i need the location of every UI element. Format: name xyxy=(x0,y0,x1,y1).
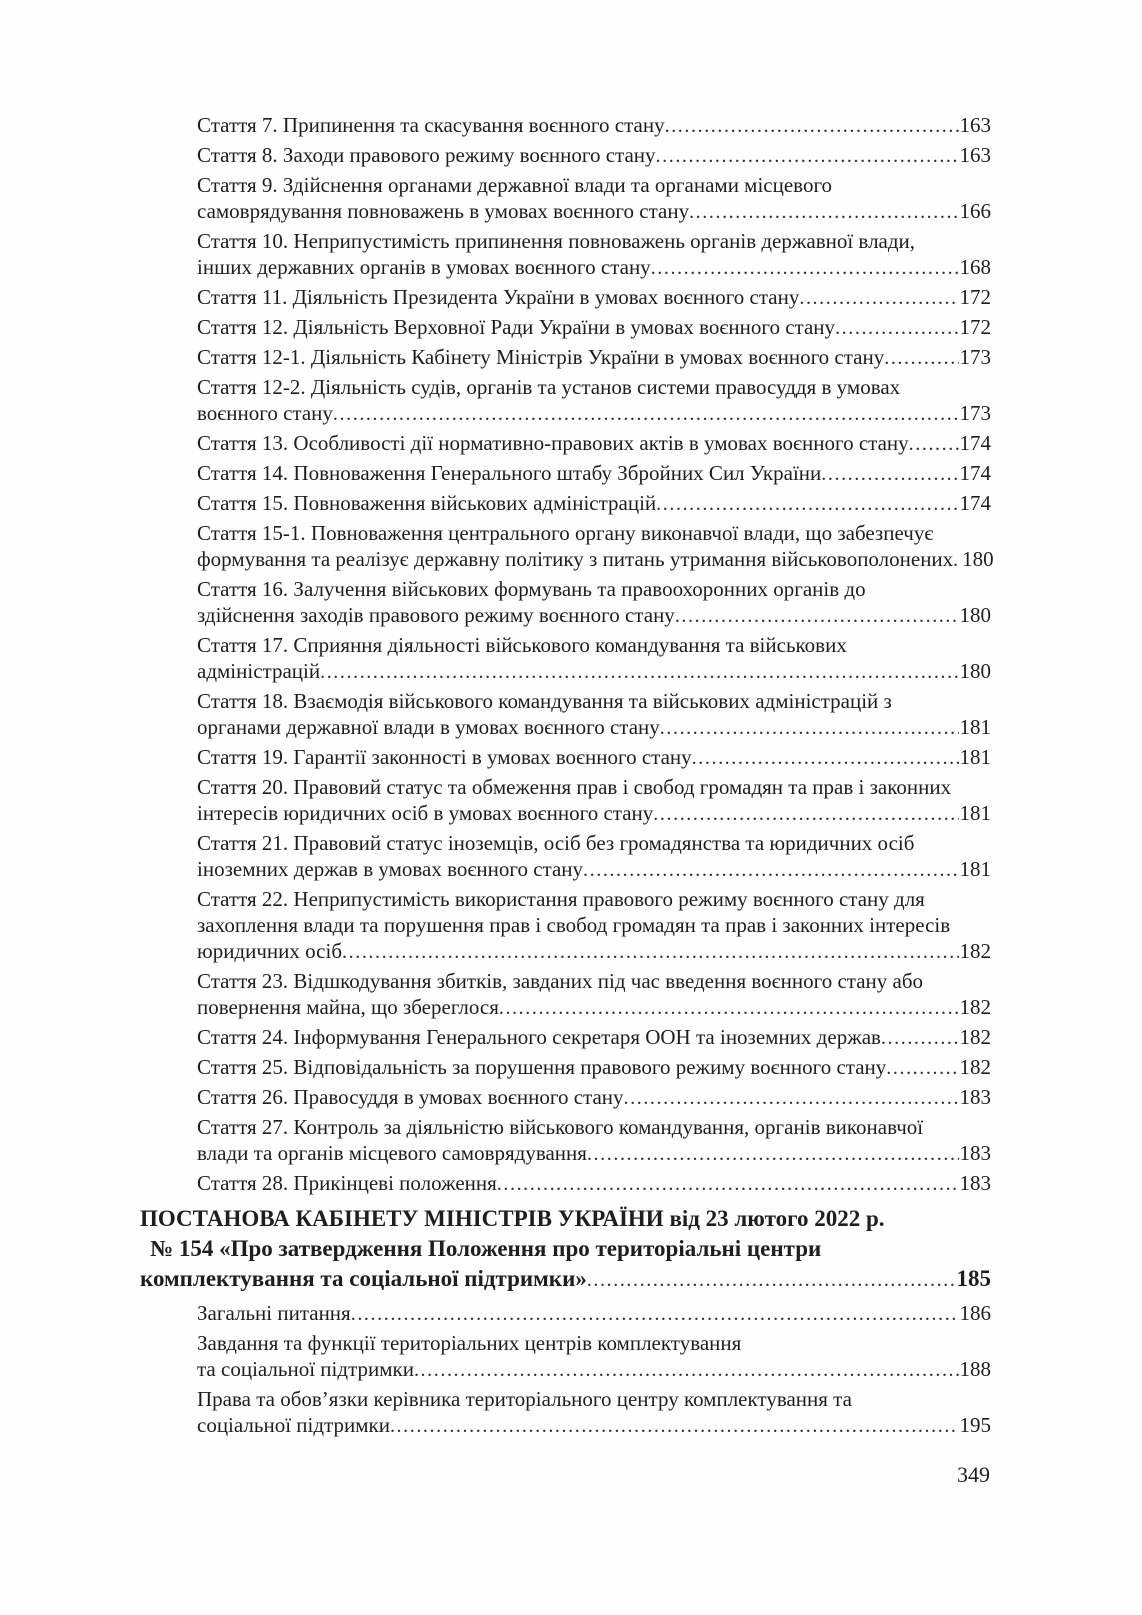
dot-leader xyxy=(656,142,959,166)
page-number: 166 xyxy=(959,199,991,223)
toc-entry-text: Стаття 12-2. Діяльність судів, органів та установ системи правосуддя в умовах xyxy=(197,375,901,399)
toc-row xyxy=(197,344,991,370)
dot-leader xyxy=(583,856,958,880)
toc-row xyxy=(197,198,991,224)
toc-entry xyxy=(197,228,991,280)
toc-entry xyxy=(197,460,991,486)
dot-leader xyxy=(953,546,961,570)
toc-row xyxy=(197,400,991,426)
dot-leader xyxy=(881,1024,959,1048)
toc-row xyxy=(197,856,991,882)
page-number: 180 xyxy=(962,547,994,571)
toc-entry xyxy=(197,744,991,770)
dot-leader xyxy=(653,800,958,824)
dot-leader xyxy=(886,1054,958,1078)
dot-leader xyxy=(692,744,959,768)
toc-row xyxy=(197,254,991,280)
toc-entry xyxy=(197,632,991,684)
toc-row xyxy=(197,632,991,658)
dot-leader xyxy=(799,284,958,308)
toc-row xyxy=(197,912,991,938)
toc-entry-text: адміністрацій xyxy=(197,659,321,683)
toc-entry-text: влади та органів місцевого самоврядування xyxy=(197,1141,587,1165)
toc-entry-text: інтересів юридичних осіб в умовах воєнного стану xyxy=(197,801,654,825)
toc-entry xyxy=(197,1084,991,1110)
page-number: 180 xyxy=(959,603,991,627)
toc-entry-text: Стаття 19. Гарантії законності в умовах воєнного стану xyxy=(197,745,692,769)
toc-entry-text: ПОСТАНОВА КАБІНЕТУ МІНІСТРІВ УКРАЇНИ від 23 лютого 2022 р. xyxy=(140,1206,885,1231)
page-number: 182 xyxy=(959,939,991,963)
toc-entry-text: формування та реалізує державну політику з питань утримання військовополонених xyxy=(197,547,954,571)
page-number: 168 xyxy=(959,255,991,279)
toc-row xyxy=(197,1356,991,1382)
toc-entry-text: Загальні питання xyxy=(197,1301,351,1325)
toc-entry-text: Стаття 25. Відповідальність за порушення правового режиму воєнного стану xyxy=(197,1055,887,1079)
page-number: 183 xyxy=(959,1141,991,1165)
dot-leader xyxy=(351,1300,959,1324)
dot-leader xyxy=(499,994,959,1018)
toc-row xyxy=(140,1264,991,1294)
toc-entry-text: іноземних держав в умовах воєнного стану xyxy=(197,857,584,881)
toc-entry-text: повернення майна, що збереглося xyxy=(197,995,499,1019)
toc-entry xyxy=(197,968,991,1020)
toc-entry-text: юридичних осіб xyxy=(197,939,343,963)
toc-row xyxy=(197,774,991,800)
page-number: 181 xyxy=(959,801,991,825)
page-number: 181 xyxy=(959,745,991,769)
page-number: 180 xyxy=(959,659,991,683)
toc-entry xyxy=(197,284,991,310)
toc-row xyxy=(197,112,991,138)
toc-row xyxy=(197,142,991,168)
toc-entry xyxy=(197,490,991,516)
toc-row xyxy=(197,576,991,602)
page-number: 182 xyxy=(959,995,991,1019)
toc-entry-text: Стаття 27. Контроль за діяльністю військового командування, органів виконавчої xyxy=(197,1115,924,1139)
toc-entry-text: захоплення влади та порушення прав і свобод громадян та прав і законних інтересів xyxy=(197,913,951,937)
toc-row xyxy=(197,374,991,400)
toc-entry-text: Стаття 8. Заходи правового режиму воєнного стану xyxy=(197,143,656,167)
toc-entry-text: та соціальної підтримки xyxy=(197,1357,414,1381)
toc-row xyxy=(197,460,991,486)
toc-entry-text: Стаття 21. Правовий статус іноземців, осіб без громадянства та юридичних осіб xyxy=(197,831,915,855)
toc-entry-text: Стаття 16. Залучення військових формувань та правоохоронних органів до xyxy=(197,577,866,601)
toc-entry xyxy=(197,142,991,168)
toc-entry-text: соціальної підтримки xyxy=(197,1413,390,1437)
toc-row xyxy=(197,1054,991,1080)
dot-leader xyxy=(909,430,959,454)
page-number: 173 xyxy=(959,345,991,369)
toc-entry-text: Стаття 26. Правосуддя в умовах воєнного стану xyxy=(197,1085,624,1109)
page-number: 181 xyxy=(959,857,991,881)
dot-leader xyxy=(675,602,959,626)
toc-entry-text: Стаття 15-1. Повноваження центрального органу виконавчої влади, що забезпечує xyxy=(197,521,934,545)
toc-entry xyxy=(197,1170,991,1196)
toc-entry xyxy=(197,886,991,964)
toc-entry xyxy=(197,430,991,456)
toc-entry-text: Стаття 15. Повноваження військових адміністрацій xyxy=(197,491,657,515)
page-number: 172 xyxy=(959,315,991,339)
toc-row xyxy=(197,284,991,310)
toc-row xyxy=(140,1204,991,1234)
toc-row xyxy=(197,1084,991,1110)
toc-row xyxy=(197,490,991,516)
page-number: 183 xyxy=(959,1085,991,1109)
page-number: 188 xyxy=(959,1357,991,1381)
toc-entry-text: інших державних органів в умовах воєнного стану xyxy=(197,255,651,279)
toc-entry-text: здійснення заходів правового режиму воєнного стану xyxy=(197,603,675,627)
toc-row xyxy=(197,968,991,994)
toc-entry xyxy=(197,1300,991,1326)
toc-entry xyxy=(197,1386,991,1438)
toc-row xyxy=(197,1386,991,1412)
toc-row xyxy=(197,714,991,740)
toc-row xyxy=(197,994,991,1020)
dot-leader xyxy=(624,1084,959,1108)
page-number: 173 xyxy=(959,401,991,425)
page-number: 195 xyxy=(959,1413,991,1437)
page-number: 174 xyxy=(959,491,991,515)
toc-entry-text: Стаття 20. Правовий статус та обмеження прав і свобод громадян та прав і законних xyxy=(197,775,952,799)
dot-leader xyxy=(342,938,958,962)
toc-entry-text: Стаття 22. Неприпустимість використання правового режиму воєнного стану для xyxy=(197,887,925,911)
toc-entry-text: Стаття 28. Прикінцеві положення xyxy=(197,1171,497,1195)
page-number: 182 xyxy=(959,1055,991,1079)
toc-entry xyxy=(197,576,991,628)
toc-row xyxy=(197,602,991,628)
dot-leader xyxy=(587,1264,956,1288)
page-number: 163 xyxy=(959,113,991,137)
toc-entry-text: Стаття 11. Діяльність Президента України в умовах воєнного стану xyxy=(197,285,800,309)
toc-entry xyxy=(197,830,991,882)
toc-row xyxy=(197,1140,991,1166)
toc-row xyxy=(197,1024,991,1050)
toc-row xyxy=(197,658,991,684)
toc-row xyxy=(197,1170,991,1196)
dot-leader xyxy=(884,344,958,368)
toc-entry xyxy=(197,1330,991,1382)
toc-entry-text: Завдання та функції територіальних центрів комплектування xyxy=(197,1331,742,1355)
dot-leader xyxy=(333,400,959,424)
page-number: 174 xyxy=(959,461,991,485)
page-number: 183 xyxy=(959,1171,991,1195)
toc-entry-text: Стаття 12. Діяльність Верховної Ради України в умовах воєнного стану xyxy=(197,315,836,339)
toc-entry-text: Стаття 9. Здійснення органами державної влади та органами місцевого xyxy=(197,173,833,197)
toc-entry-text: № 154 «Про затвердження Положення про територіальні центри xyxy=(150,1236,822,1261)
toc-row xyxy=(197,314,991,340)
toc-row xyxy=(197,1114,991,1140)
toc-entry-text: Стаття 14. Повноваження Генерального штабу Збройних Сил України xyxy=(197,461,822,485)
page-number: 172 xyxy=(959,285,991,309)
toc-entry xyxy=(197,374,991,426)
toc-row xyxy=(197,1412,991,1438)
dot-leader xyxy=(587,1140,959,1164)
toc-entry xyxy=(197,344,991,370)
toc-row xyxy=(197,830,991,856)
toc-row xyxy=(197,886,991,912)
toc-entry-text: воєнного стану xyxy=(197,401,333,425)
toc-row xyxy=(197,744,991,770)
dot-leader xyxy=(656,490,958,514)
toc-entry xyxy=(197,1024,991,1050)
page-number: 174 xyxy=(959,431,991,455)
toc-row xyxy=(197,520,991,546)
toc-entry-text: Стаття 18. Взаємодія військового командування та військових адміністрацій з xyxy=(197,689,892,713)
toc-entry xyxy=(197,1054,991,1080)
toc-row xyxy=(197,546,994,572)
dot-leader xyxy=(660,714,959,738)
toc-entry xyxy=(197,112,991,138)
toc-entry-text: органами державної влади в умовах воєнного стану xyxy=(197,715,660,739)
page-number: 181 xyxy=(959,715,991,739)
toc-entry xyxy=(197,1114,991,1166)
toc-entry xyxy=(197,172,991,224)
dot-leader xyxy=(821,460,958,484)
toc-row xyxy=(197,228,991,254)
toc-list xyxy=(140,112,994,1442)
toc-entry xyxy=(140,1204,991,1294)
dot-leader xyxy=(390,1412,959,1436)
dot-leader xyxy=(651,254,959,278)
dot-leader xyxy=(665,112,959,136)
toc-entry xyxy=(197,520,994,572)
toc-entry-text: Стаття 24. Інформування Генерального секретаря ООН та іноземних держав xyxy=(197,1025,881,1049)
toc-entry-text: Стаття 12-1. Діяльність Кабінету Міністрів України в умовах воєнного стану xyxy=(197,345,885,369)
toc-row xyxy=(197,938,991,964)
toc-entry xyxy=(197,314,991,340)
dot-leader xyxy=(497,1170,959,1194)
toc-row xyxy=(197,430,991,456)
toc-entry xyxy=(197,688,991,740)
toc-entry-text: Стаття 10. Неприпустимість припинення повноважень органів державної влади, xyxy=(197,229,916,253)
toc-row xyxy=(197,1330,991,1356)
dot-leader xyxy=(320,658,958,682)
toc-entry-text: Стаття 13. Особливості дії нормативно-правових актів в умовах воєнного стану xyxy=(197,431,909,455)
page-number: 186 xyxy=(959,1301,991,1325)
dot-leader xyxy=(835,314,958,338)
toc-entry-text: самоврядування повноважень в умовах воєнного стану xyxy=(197,199,690,223)
page-number: 163 xyxy=(959,143,991,167)
footer-page-number: 349 xyxy=(957,1462,990,1487)
toc-row xyxy=(140,1234,991,1264)
toc-entry-text: комплектування та соціальної підтримки» xyxy=(140,1266,587,1291)
toc-row xyxy=(197,1300,991,1326)
toc-entry xyxy=(197,774,991,826)
dot-leader xyxy=(414,1356,959,1380)
dot-leader xyxy=(689,198,958,222)
toc-entry-text: Стаття 23. Відшкодування збитків, завданих під час введення воєнного стану або xyxy=(197,969,924,993)
toc-row xyxy=(197,688,991,714)
toc-entry-text: Стаття 7. Припинення та скасування воєнного стану xyxy=(197,113,665,137)
toc-entry-text: Стаття 17. Сприяння діяльності військового командування та військових xyxy=(197,633,847,657)
toc-entry-text: Права та обов’язки керівника територіального центру комплектування та xyxy=(197,1387,852,1411)
page-number: 185 xyxy=(956,1266,991,1291)
page-number: 182 xyxy=(959,1025,991,1049)
toc-row xyxy=(197,172,991,198)
toc-row xyxy=(197,800,991,826)
